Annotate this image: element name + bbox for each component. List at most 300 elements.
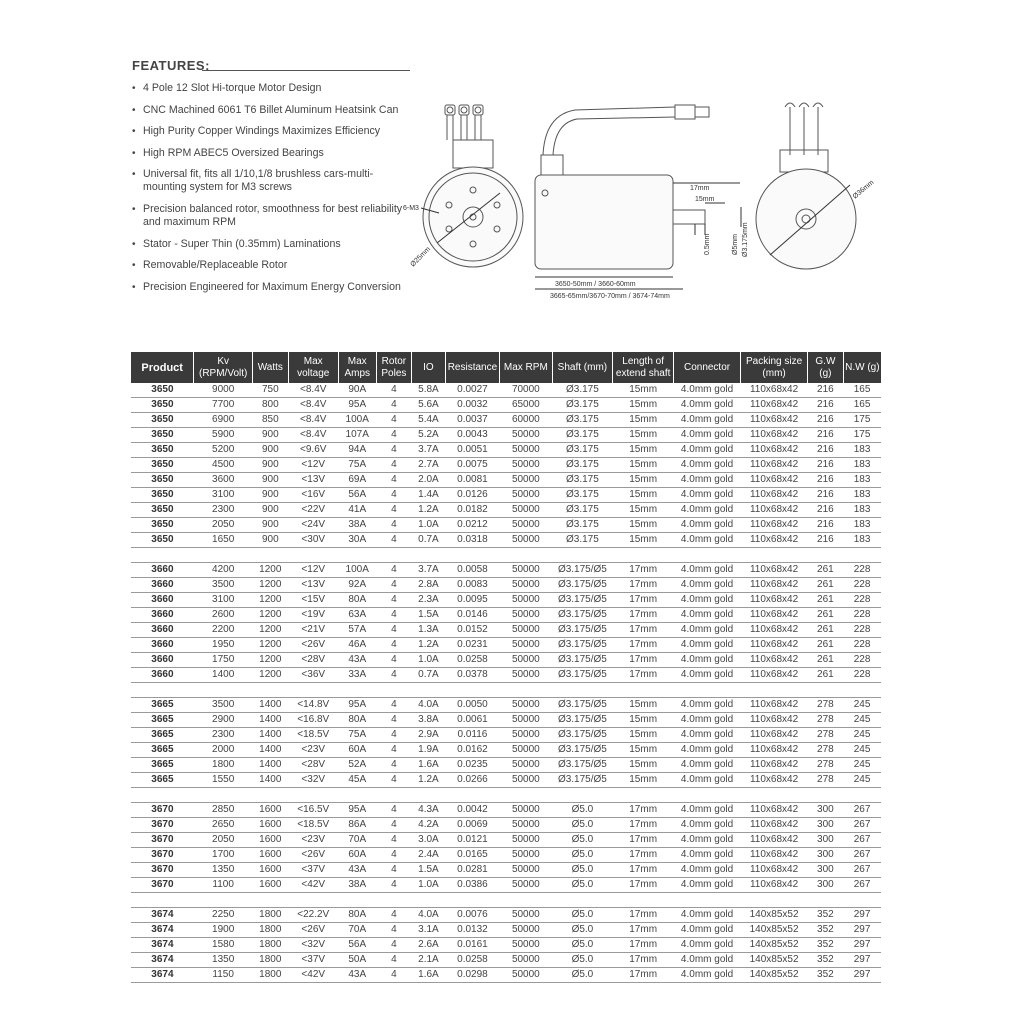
table-cell: 4.0mm gold [674, 383, 741, 398]
table-cell: <32V [288, 938, 338, 953]
table-cell: 4.0mm gold [674, 758, 741, 773]
motor-back-view [756, 103, 856, 269]
column-header: Packing size (mm) [741, 352, 808, 383]
table-cell: <16.8V [288, 713, 338, 728]
group-spacer-cell [131, 788, 881, 803]
table-cell: 110x68x42 [741, 668, 808, 683]
table-cell: 216 [808, 533, 844, 548]
table-row [131, 653, 881, 668]
table-cell: 17mm [613, 803, 674, 818]
table-cell: 267 [843, 878, 881, 893]
table-cell: 4.0mm gold [674, 743, 741, 758]
table-cell: 2.6A [412, 938, 446, 953]
table-cell: 245 [843, 758, 881, 773]
group-spacer-cell [131, 683, 881, 698]
table-cell: 228 [843, 668, 881, 683]
product-cell: 3650 [131, 383, 194, 398]
table-cell: 110x68x42 [741, 458, 808, 473]
table-cell: 63A [338, 608, 376, 623]
table-cell: <22.2V [288, 908, 338, 923]
table-cell: 110x68x42 [741, 803, 808, 818]
table-cell: Ø3.175/Ø5 [552, 758, 613, 773]
table-cell: Ø3.175 [552, 428, 613, 443]
table-cell: 850 [253, 413, 289, 428]
table-cell: 4 [376, 593, 412, 608]
table-row [131, 758, 881, 773]
table-cell: 261 [808, 668, 844, 683]
table-cell: 0.0281 [445, 863, 499, 878]
table-cell: 0.0050 [445, 698, 499, 713]
table-cell: 216 [808, 503, 844, 518]
product-cell: 3660 [131, 653, 194, 668]
bullet-icon: • [132, 203, 136, 215]
table-cell: 2.7A [412, 458, 446, 473]
table-cell: 1.0A [412, 518, 446, 533]
table-row [131, 383, 881, 398]
table-cell: 33A [338, 668, 376, 683]
product-cell: 3660 [131, 608, 194, 623]
table-cell: 50000 [500, 623, 552, 638]
bullet-icon: • [132, 104, 136, 116]
column-header: Length of extend shaft [613, 352, 674, 383]
table-cell: 0.0121 [445, 833, 499, 848]
table-cell: 4.0mm gold [674, 533, 741, 548]
table-cell: Ø3.175/Ø5 [552, 578, 613, 593]
table-cell: Ø3.175/Ø5 [552, 713, 613, 728]
table-cell: 50000 [500, 758, 552, 773]
table-cell: 4.0mm gold [674, 713, 741, 728]
table-cell: 245 [843, 713, 881, 728]
table-row [131, 428, 881, 443]
feature-item [132, 104, 412, 117]
table-cell: 92A [338, 578, 376, 593]
bullet-icon: • [132, 83, 136, 94]
label-0-5mm: 0.5mm [704, 233, 711, 255]
product-cell: 3650 [131, 473, 194, 488]
table-cell: 183 [843, 458, 881, 473]
table-cell: 1400 [253, 743, 289, 758]
table-cell: 3.0A [412, 833, 446, 848]
table-cell: 900 [253, 458, 289, 473]
table-cell: Ø5.0 [552, 953, 613, 968]
table-cell: 4.0mm gold [674, 458, 741, 473]
table-cell: Ø3.175 [552, 383, 613, 398]
product-cell: 3650 [131, 443, 194, 458]
feature-text: Stator - Super Thin (0.35mm) Laminations [143, 237, 341, 250]
table-cell: 183 [843, 518, 881, 533]
table-cell: 110x68x42 [741, 608, 808, 623]
table-cell: 5.8A [412, 383, 446, 398]
table-row [131, 743, 881, 758]
table-cell: 0.0061 [445, 713, 499, 728]
table-cell: 15mm [613, 533, 674, 548]
table-cell: 4 [376, 458, 412, 473]
table-row [131, 398, 881, 413]
table-cell: 0.0095 [445, 593, 499, 608]
table-cell: 50000 [500, 503, 552, 518]
table-cell: Ø3.175/Ø5 [552, 773, 613, 788]
table-cell: 7700 [194, 398, 253, 413]
table-cell: Ø3.175/Ø5 [552, 668, 613, 683]
table-cell: 50000 [500, 968, 552, 983]
table-cell: 4.0mm gold [674, 923, 741, 938]
label-shaft-d3175: Ø3.175mm [742, 222, 749, 257]
table-cell: 267 [843, 848, 881, 863]
table-cell: <13V [288, 473, 338, 488]
table-cell: <23V [288, 743, 338, 758]
table-cell: 4.0mm gold [674, 698, 741, 713]
product-cell: 3660 [131, 638, 194, 653]
table-cell: 110x68x42 [741, 863, 808, 878]
table-cell: 17mm [613, 833, 674, 848]
bullet-icon: • [132, 281, 136, 293]
table-row [131, 518, 881, 533]
table-cell: 15mm [613, 698, 674, 713]
table-cell: 4.2A [412, 818, 446, 833]
table-cell: 110x68x42 [741, 578, 808, 593]
table-cell: 60000 [500, 413, 552, 428]
table-cell: 1.9A [412, 743, 446, 758]
table-cell: 110x68x42 [741, 833, 808, 848]
table-cell: 110x68x42 [741, 398, 808, 413]
table-cell: Ø5.0 [552, 938, 613, 953]
table-cell: 110x68x42 [741, 488, 808, 503]
table-cell: Ø3.175 [552, 458, 613, 473]
table-cell: 216 [808, 488, 844, 503]
table-cell: 1400 [253, 713, 289, 728]
table-cell: 4.0mm gold [674, 818, 741, 833]
table-cell: 297 [843, 908, 881, 923]
table-cell: 110x68x42 [741, 758, 808, 773]
table-cell: 0.0162 [445, 743, 499, 758]
table-cell: 30A [338, 533, 376, 548]
table-cell: 4 [376, 878, 412, 893]
table-cell: 0.0182 [445, 503, 499, 518]
table-cell: 4 [376, 908, 412, 923]
label-length-1: 3650-50mm / 3660-60mm [555, 281, 636, 288]
table-cell: 0.0386 [445, 878, 499, 893]
product-cell: 3670 [131, 848, 194, 863]
table-cell: Ø3.175 [552, 533, 613, 548]
group-spacer [131, 893, 881, 908]
table-cell: 4.0mm gold [674, 413, 741, 428]
table-cell: Ø3.175 [552, 518, 613, 533]
table-cell: 6900 [194, 413, 253, 428]
table-cell: 297 [843, 938, 881, 953]
product-cell: 3670 [131, 803, 194, 818]
table-cell: 5.6A [412, 398, 446, 413]
table-cell: 110x68x42 [741, 473, 808, 488]
product-cell: 3674 [131, 908, 194, 923]
table-cell: 50000 [500, 773, 552, 788]
table-cell: <21V [288, 623, 338, 638]
table-cell: 2050 [194, 833, 253, 848]
table-cell: 0.0058 [445, 563, 499, 578]
product-cell: 3660 [131, 668, 194, 683]
table-cell: 216 [808, 413, 844, 428]
table-cell: <36V [288, 668, 338, 683]
table-cell: 0.7A [412, 533, 446, 548]
table-cell: 15mm [613, 488, 674, 503]
table-cell: 278 [808, 728, 844, 743]
table-cell: 1.4A [412, 488, 446, 503]
table-cell: 4.0mm gold [674, 848, 741, 863]
table-cell: 261 [808, 653, 844, 668]
table-cell: 70A [338, 923, 376, 938]
table-cell: Ø5.0 [552, 923, 613, 938]
table-cell: Ø5.0 [552, 968, 613, 983]
product-cell: 3670 [131, 833, 194, 848]
table-cell: 43A [338, 968, 376, 983]
table-cell: 1800 [253, 938, 289, 953]
table-cell: 0.0258 [445, 653, 499, 668]
table-cell: 1.6A [412, 968, 446, 983]
feature-item [132, 281, 412, 294]
table-row [131, 818, 881, 833]
table-cell: 50000 [500, 563, 552, 578]
table-cell: 110x68x42 [741, 518, 808, 533]
table-cell: 0.0032 [445, 398, 499, 413]
column-header: Connector [674, 352, 741, 383]
table-cell: 17mm [613, 593, 674, 608]
table-cell: 1950 [194, 638, 253, 653]
table-cell: 17mm [613, 653, 674, 668]
table-cell: 0.0165 [445, 848, 499, 863]
table-cell: 2250 [194, 908, 253, 923]
table-cell: 0.0076 [445, 908, 499, 923]
table-cell: <13V [288, 578, 338, 593]
table-cell: 50000 [500, 908, 552, 923]
table-cell: 4 [376, 428, 412, 443]
product-cell: 3665 [131, 773, 194, 788]
table-cell: 261 [808, 608, 844, 623]
table-row [131, 488, 881, 503]
table-cell: 900 [253, 518, 289, 533]
table-cell: 140x85x52 [741, 968, 808, 983]
table-row [131, 848, 881, 863]
table-cell: 1400 [253, 698, 289, 713]
table-cell: 50000 [500, 833, 552, 848]
table-cell: 4 [376, 383, 412, 398]
product-cell: 3674 [131, 938, 194, 953]
spec-table-body [131, 383, 881, 983]
group-spacer-cell [131, 893, 881, 908]
table-cell: Ø3.175 [552, 398, 613, 413]
table-cell: 75A [338, 458, 376, 473]
table-cell: Ø3.175/Ø5 [552, 653, 613, 668]
table-cell: 50000 [500, 878, 552, 893]
table-cell: 0.0146 [445, 608, 499, 623]
table-cell: 4 [376, 803, 412, 818]
table-cell: 1800 [253, 908, 289, 923]
table-cell: 1.2A [412, 638, 446, 653]
table-cell: 750 [253, 383, 289, 398]
table-cell: 3100 [194, 593, 253, 608]
table-cell: <23V [288, 833, 338, 848]
table-row [131, 938, 881, 953]
table-cell: 57A [338, 623, 376, 638]
table-row [131, 623, 881, 638]
table-cell: 1650 [194, 533, 253, 548]
table-cell: Ø5.0 [552, 848, 613, 863]
table-cell: 110x68x42 [741, 698, 808, 713]
table-cell: 1600 [253, 803, 289, 818]
table-cell: 4 [376, 938, 412, 953]
table-cell: 267 [843, 833, 881, 848]
table-row [131, 908, 881, 923]
table-cell: 4 [376, 653, 412, 668]
table-cell: 56A [338, 938, 376, 953]
table-cell: 4.0mm gold [674, 953, 741, 968]
table-cell: 0.0298 [445, 968, 499, 983]
column-header: Max voltage [288, 352, 338, 383]
table-cell: 4200 [194, 563, 253, 578]
table-cell: 900 [253, 473, 289, 488]
table-cell: 17mm [613, 578, 674, 593]
table-cell: 4.0mm gold [674, 473, 741, 488]
table-cell: 0.0037 [445, 413, 499, 428]
table-cell: 4 [376, 473, 412, 488]
table-cell: 110x68x42 [741, 728, 808, 743]
table-cell: 4.0mm gold [674, 578, 741, 593]
table-cell: 110x68x42 [741, 878, 808, 893]
table-cell: 4 [376, 818, 412, 833]
table-cell: 800 [253, 398, 289, 413]
column-header: Product [131, 352, 194, 383]
table-cell: 15mm [613, 758, 674, 773]
table-cell: 4 [376, 968, 412, 983]
table-cell: 1580 [194, 938, 253, 953]
table-cell: 107A [338, 428, 376, 443]
table-cell: <30V [288, 533, 338, 548]
table-row [131, 563, 881, 578]
table-cell: 1.6A [412, 758, 446, 773]
table-cell: 2.8A [412, 578, 446, 593]
table-cell: 352 [808, 953, 844, 968]
table-cell: 110x68x42 [741, 713, 808, 728]
table-cell: 50000 [500, 653, 552, 668]
table-cell: 90A [338, 383, 376, 398]
table-row [131, 533, 881, 548]
table-cell: 0.0043 [445, 428, 499, 443]
table-cell: 110x68x42 [741, 533, 808, 548]
table-cell: 216 [808, 518, 844, 533]
table-cell: 0.0027 [445, 383, 499, 398]
table-cell: 4 [376, 728, 412, 743]
feature-item [132, 125, 412, 138]
table-cell: 0.0231 [445, 638, 499, 653]
table-cell: 50000 [500, 803, 552, 818]
table-cell: Ø3.175 [552, 443, 613, 458]
table-cell: <8.4V [288, 398, 338, 413]
table-cell: 216 [808, 428, 844, 443]
table-row [131, 593, 881, 608]
table-cell: 3.7A [412, 563, 446, 578]
label-d36: Ø36mm [851, 179, 876, 201]
feature-item [132, 238, 412, 251]
table-cell: 50000 [500, 578, 552, 593]
table-cell: 94A [338, 443, 376, 458]
feature-item [132, 259, 412, 272]
table-cell: 245 [843, 743, 881, 758]
table-cell: <12V [288, 458, 338, 473]
table-cell: 50000 [500, 698, 552, 713]
table-cell: 80A [338, 593, 376, 608]
table-row [131, 923, 881, 938]
product-cell: 3665 [131, 728, 194, 743]
table-cell: 17mm [613, 668, 674, 683]
table-cell: 1200 [253, 578, 289, 593]
table-cell: 0.0069 [445, 818, 499, 833]
table-cell: 2850 [194, 803, 253, 818]
table-cell: 15mm [613, 458, 674, 473]
table-cell: 0.0081 [445, 473, 499, 488]
table-cell: 4.0A [412, 698, 446, 713]
table-cell: Ø3.175/Ø5 [552, 638, 613, 653]
table-cell: 216 [808, 458, 844, 473]
table-cell: 110x68x42 [741, 818, 808, 833]
table-cell: 352 [808, 968, 844, 983]
table-row [131, 578, 881, 593]
table-cell: 4 [376, 773, 412, 788]
table-cell: <37V [288, 953, 338, 968]
table-cell: 4 [376, 713, 412, 728]
table-cell: 15mm [613, 518, 674, 533]
table-row [131, 638, 881, 653]
table-cell: 38A [338, 518, 376, 533]
product-cell: 3650 [131, 458, 194, 473]
table-cell: 50000 [500, 593, 552, 608]
group-spacer-cell [131, 548, 881, 563]
table-cell: 4.0mm gold [674, 668, 741, 683]
table-cell: 4500 [194, 458, 253, 473]
table-cell: 95A [338, 698, 376, 713]
table-cell: 4.0mm gold [674, 863, 741, 878]
label-shaft-d5: Ø5mm [732, 234, 739, 255]
column-header: N.W (g) [843, 352, 881, 383]
table-cell: 50000 [500, 458, 552, 473]
table-cell: 1200 [253, 563, 289, 578]
table-cell: 4.0mm gold [674, 968, 741, 983]
table-cell: 0.7A [412, 668, 446, 683]
table-cell: 0.0258 [445, 953, 499, 968]
feature-text: 4 Pole 12 Slot Hi-torque Motor Design [143, 82, 322, 94]
table-cell: 140x85x52 [741, 953, 808, 968]
table-cell: 4.0mm gold [674, 833, 741, 848]
table-cell: 4 [376, 578, 412, 593]
table-cell: 50000 [500, 638, 552, 653]
table-cell: 300 [808, 833, 844, 848]
features-title [132, 58, 412, 76]
table-cell: 110x68x42 [741, 848, 808, 863]
table-cell: 110x68x42 [741, 383, 808, 398]
table-row [131, 458, 881, 473]
table-cell: 261 [808, 593, 844, 608]
feature-item [132, 82, 412, 95]
table-cell: 50000 [500, 668, 552, 683]
table-cell: 0.0126 [445, 488, 499, 503]
table-cell: <15V [288, 593, 338, 608]
table-cell: 1400 [253, 758, 289, 773]
product-cell: 3665 [131, 743, 194, 758]
table-cell: 50000 [500, 713, 552, 728]
table-cell: 4 [376, 863, 412, 878]
table-cell: <8.4V [288, 428, 338, 443]
feature-text: High Purity Copper Windings Maximizes Efficiency [143, 125, 381, 138]
table-cell: 4.0mm gold [674, 803, 741, 818]
table-cell: Ø3.175/Ø5 [552, 728, 613, 743]
table-cell: 4 [376, 623, 412, 638]
